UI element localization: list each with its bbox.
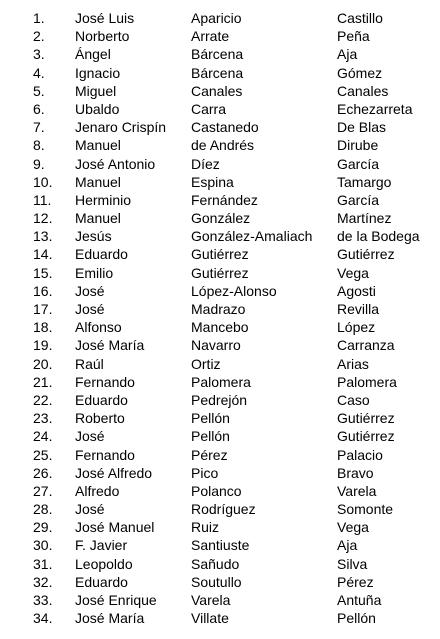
- row-number: 27.: [33, 482, 53, 499]
- first-name: Ángel: [75, 46, 111, 63]
- first-surname: Canales: [191, 82, 243, 99]
- row-number: 33.: [33, 592, 53, 608]
- second-surname: Gutiérrez: [337, 428, 395, 445]
- first-name: Ubaldo: [75, 100, 120, 117]
- name-row: [0, 100, 440, 118]
- second-surname: De Blas: [337, 119, 387, 136]
- name-row: [0, 9, 440, 27]
- first-name: Raúl: [75, 355, 104, 372]
- second-surname: Gutiérrez: [337, 246, 395, 263]
- name-row: [0, 209, 440, 227]
- first-surname: Madrazo: [191, 301, 246, 317]
- first-surname: Ruiz: [191, 519, 220, 536]
- name-row: [0, 245, 440, 263]
- name-row: [0, 155, 440, 173]
- first-surname: Carra: [191, 100, 227, 117]
- second-surname: Tamargo: [337, 173, 392, 190]
- row-number: 2.: [33, 28, 45, 45]
- name-row: [0, 555, 440, 573]
- first-name: Ignacio: [75, 64, 121, 81]
- second-surname: Agosti: [337, 282, 376, 299]
- first-name: Alfonso: [75, 319, 122, 336]
- first-surname: Gutiérrez: [191, 264, 249, 281]
- row-number: 31.: [33, 555, 53, 572]
- second-surname: Antuña: [337, 592, 382, 608]
- first-surname: Soutullo: [191, 573, 242, 590]
- first-surname: Navarro: [191, 337, 241, 354]
- name-row: [0, 427, 440, 445]
- second-surname: Silva: [337, 555, 368, 572]
- name-row: [0, 336, 440, 354]
- name-row: [0, 500, 440, 518]
- first-name: José: [75, 282, 105, 299]
- name-row: [0, 609, 440, 627]
- name-row: [0, 355, 440, 373]
- second-surname: Caso: [337, 391, 370, 408]
- first-name: José Alfredo: [75, 464, 153, 481]
- first-surname: Pérez: [191, 446, 228, 463]
- second-surname: Arias: [337, 355, 369, 372]
- row-number: 13.: [33, 228, 53, 245]
- first-surname: Gutiérrez: [191, 246, 249, 263]
- first-surname: de Andrés: [191, 137, 255, 154]
- second-surname: Martínez: [337, 210, 392, 227]
- second-surname: Aja: [337, 537, 358, 554]
- first-surname: Polanco: [191, 482, 242, 499]
- first-surname: Díez: [191, 155, 220, 172]
- row-number: 26.: [33, 464, 53, 481]
- row-number: 17.: [33, 301, 53, 317]
- name-row: [0, 282, 440, 300]
- row-number: 14.: [33, 246, 53, 263]
- first-name: José Manuel: [75, 519, 155, 536]
- first-name: F. Javier: [75, 537, 128, 554]
- first-surname: Ortiz: [191, 355, 221, 372]
- row-number: 24.: [33, 428, 53, 445]
- first-name: José Antonio: [75, 155, 156, 172]
- row-number: 28.: [33, 501, 53, 518]
- first-surname: Pico: [191, 464, 219, 481]
- first-name: Manuel: [75, 137, 121, 154]
- row-number: 1.: [33, 10, 45, 26]
- second-surname: Pérez: [337, 573, 374, 590]
- first-name: Roberto: [75, 410, 125, 427]
- name-row: [0, 227, 440, 245]
- first-surname: Villate: [191, 610, 229, 627]
- name-row: [0, 591, 440, 609]
- second-surname: García: [337, 191, 380, 208]
- first-surname: Santiuste: [191, 537, 250, 554]
- first-surname: Castanedo: [191, 119, 259, 136]
- row-number: 16.: [33, 282, 53, 299]
- second-surname: Gómez: [337, 64, 383, 81]
- second-surname: Varela: [337, 482, 377, 499]
- name-row: [0, 300, 440, 318]
- second-surname: Gutiérrez: [337, 410, 395, 427]
- first-name: José Luis: [75, 10, 135, 26]
- first-surname: López-Alonso: [191, 282, 277, 299]
- row-number: 23.: [33, 410, 53, 427]
- first-surname: Palomera: [191, 373, 251, 390]
- row-number: 32.: [33, 573, 53, 590]
- row-number: 22.: [33, 391, 53, 408]
- first-surname: Bárcena: [191, 64, 244, 81]
- name-row: [0, 482, 440, 500]
- row-number: 25.: [33, 446, 53, 463]
- first-name: José: [75, 501, 105, 518]
- first-name: Alfredo: [75, 482, 120, 499]
- second-surname: Bravo: [337, 464, 374, 481]
- name-row: [0, 464, 440, 482]
- name-row: [0, 409, 440, 427]
- first-surname: Pellón: [191, 428, 230, 445]
- row-number: 3.: [33, 46, 45, 63]
- name-row: [0, 82, 440, 100]
- first-surname: Arrate: [191, 28, 230, 45]
- second-surname: Peña: [337, 28, 370, 45]
- row-number: 18.: [33, 319, 53, 336]
- first-surname: Sañudo: [191, 555, 240, 572]
- row-number: 9.: [33, 155, 45, 172]
- row-number: 12.: [33, 210, 53, 227]
- second-surname: Aja: [337, 46, 358, 63]
- name-row: [0, 173, 440, 191]
- row-number: 20.: [33, 355, 53, 372]
- first-name: Eduardo: [75, 246, 128, 263]
- second-surname: Vega: [337, 264, 369, 281]
- first-surname: Fernández: [191, 191, 258, 208]
- second-surname: Canales: [337, 82, 389, 99]
- row-number: 30.: [33, 537, 53, 554]
- name-row: [0, 446, 440, 464]
- first-name: Fernando: [75, 446, 135, 463]
- second-surname: Pellón: [337, 610, 376, 627]
- row-number: 15.: [33, 264, 53, 281]
- second-surname: Vega: [337, 519, 369, 536]
- second-surname: Dirube: [337, 137, 379, 154]
- row-number: 8.: [33, 137, 45, 154]
- name-row: [0, 391, 440, 409]
- first-name: Emilio: [75, 264, 114, 281]
- first-surname: Rodríguez: [191, 501, 256, 518]
- row-number: 10.: [33, 173, 53, 190]
- name-row: [0, 318, 440, 336]
- row-number: 6.: [33, 100, 45, 117]
- first-surname: Espina: [191, 173, 234, 190]
- first-name: Eduardo: [75, 573, 128, 590]
- name-row: [0, 518, 440, 536]
- first-name: José María: [75, 337, 145, 354]
- row-number: 4.: [33, 64, 45, 81]
- row-number: 7.: [33, 119, 45, 136]
- first-name: José Enrique: [75, 592, 157, 608]
- first-surname: Bárcena: [191, 46, 244, 63]
- second-surname: Carranza: [337, 337, 395, 354]
- first-surname: Aparicio: [191, 10, 242, 26]
- first-surname: Varela: [191, 592, 231, 608]
- second-surname: Somonte: [337, 501, 394, 518]
- second-surname: López: [337, 319, 376, 336]
- name-row: [0, 136, 440, 154]
- first-surname: González-Amaliach: [191, 228, 313, 245]
- name-row: [0, 191, 440, 209]
- row-number: 34.: [33, 610, 53, 627]
- first-name: Herminio: [75, 191, 132, 208]
- first-surname: Pedrejón: [191, 391, 248, 408]
- row-number: 5.: [33, 82, 45, 99]
- first-name: Miguel: [75, 82, 117, 99]
- first-name: Eduardo: [75, 391, 128, 408]
- name-row: [0, 118, 440, 136]
- first-surname: Mancebo: [191, 319, 249, 336]
- second-surname: Palacio: [337, 446, 383, 463]
- first-name: Jenaro Crispín: [75, 119, 167, 136]
- first-name: Manuel: [75, 210, 121, 227]
- name-row: [0, 264, 440, 282]
- name-row: [0, 536, 440, 554]
- row-number: 11.: [33, 191, 52, 208]
- second-surname: Revilla: [337, 301, 380, 317]
- row-number: 29.: [33, 519, 53, 536]
- second-surname: García: [337, 155, 380, 172]
- name-row: [0, 45, 440, 63]
- first-name: Norberto: [75, 28, 130, 45]
- second-surname: de la Bodega: [337, 228, 420, 245]
- row-number: 19.: [33, 337, 53, 354]
- first-surname: González: [191, 210, 251, 227]
- name-row: [0, 373, 440, 391]
- first-name: Jesús: [75, 228, 112, 245]
- row-number: 21.: [33, 373, 53, 390]
- name-row: [0, 64, 440, 82]
- first-name: Leopoldo: [75, 555, 133, 572]
- first-name: José: [75, 301, 105, 317]
- name-row: [0, 573, 440, 591]
- first-name: Manuel: [75, 173, 121, 190]
- first-surname: Pellón: [191, 410, 230, 427]
- first-name: José: [75, 428, 105, 445]
- second-surname: Castillo: [337, 10, 383, 26]
- name-row: [0, 27, 440, 45]
- first-name: José María: [75, 610, 145, 627]
- first-name: Fernando: [75, 373, 135, 390]
- second-surname: Palomera: [337, 373, 397, 390]
- second-surname: Echezarreta: [337, 100, 413, 117]
